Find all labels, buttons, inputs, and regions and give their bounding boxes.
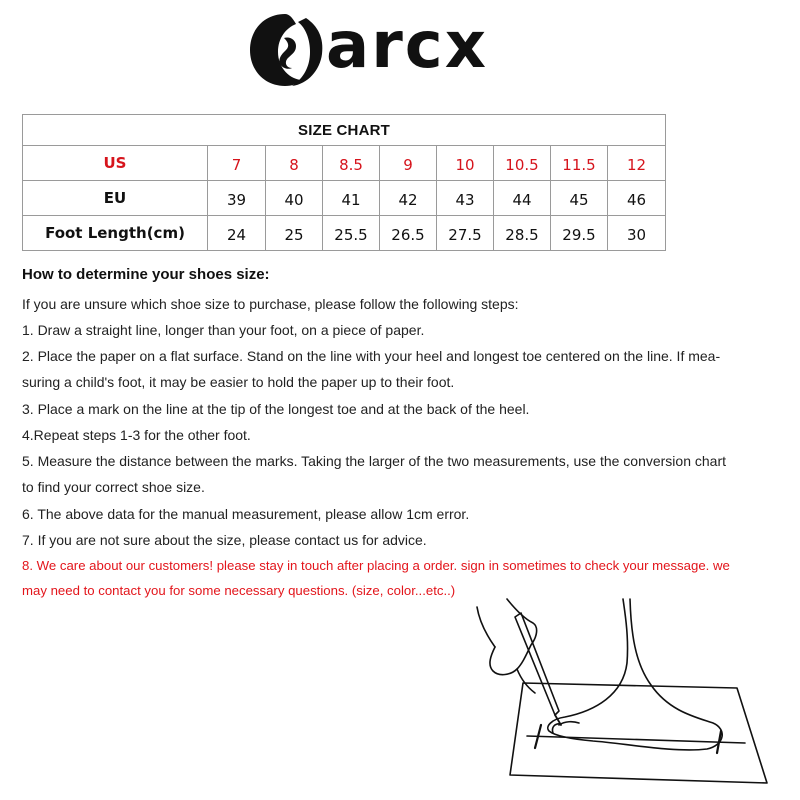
size-chart-table [22, 114, 666, 251]
instruction-step: 7. If you are not sure about the size, please contact us for advice. [22, 532, 427, 548]
size-cell: 12 [608, 146, 666, 181]
size-cell: 10 [437, 146, 494, 181]
row-label: US [23, 146, 208, 181]
size-row-us [23, 146, 666, 181]
size-cell: 28.5 [494, 216, 551, 251]
size-cell: 25 [266, 216, 323, 251]
size-cell: 42 [380, 181, 437, 216]
instruction-step-continued: suring a child's foot, it may be easier to hold the paper up to their foot. [22, 374, 455, 390]
customer-notice: 8. We care about our customers! please stay in touch after placing a order. sign in sometimes to check your message. we [22, 558, 730, 573]
foot-measurement-illustration [455, 593, 775, 793]
instruction-step: 4.Repeat steps 1-3 for the other foot. [22, 427, 251, 443]
size-cell: 39 [208, 181, 266, 216]
size-cell: 27.5 [437, 216, 494, 251]
instruction-step: 2. Place the paper on a flat surface. Stand on the line with your heel and longest toe centered on the line. If mea- [22, 348, 721, 364]
size-cell: 40 [266, 181, 323, 216]
size-cell: 7 [208, 146, 266, 181]
instruction-step: 3. Place a mark on the line at the tip of the longest toe and at the back of the heel. [22, 401, 530, 417]
size-cell: 29.5 [551, 216, 608, 251]
arcx-emblem-icon [248, 8, 324, 90]
size-cell: 46 [608, 181, 666, 216]
size-row-eu [23, 181, 666, 216]
size-cell: 26.5 [380, 216, 437, 251]
size-row-foot-length [23, 216, 666, 251]
size-cell: 9 [380, 146, 437, 181]
instruction-intro: If you are unsure which shoe size to purchase, please follow the following steps: [22, 296, 519, 312]
row-label: Foot Length(cm) [23, 216, 208, 251]
brand-logo [248, 8, 538, 90]
instruction-step-continued: to find your correct shoe size. [22, 479, 205, 495]
measure-line [527, 736, 745, 743]
size-cell: 24 [208, 216, 266, 251]
instructions-heading: How to determine your shoes size: [22, 266, 270, 283]
size-cell: 25.5 [323, 216, 380, 251]
size-cell: 11.5 [551, 146, 608, 181]
size-cell: 41 [323, 181, 380, 216]
size-cell: 45 [551, 181, 608, 216]
instruction-step: 6. The above data for the manual measurement, please allow 1cm error. [22, 506, 470, 522]
foot-outline [548, 599, 722, 750]
size-cell: 30 [608, 216, 666, 251]
size-cell: 44 [494, 181, 551, 216]
size-cell: 10.5 [494, 146, 551, 181]
instruction-step: 5. Measure the distance between the marks. Taking the larger of the two measurements, use the conversion chart [22, 453, 727, 469]
size-cell: 8.5 [323, 146, 380, 181]
row-label: EU [23, 181, 208, 216]
customer-notice-continued: may need to contact you for some necessary questions. (size, color...etc..) [22, 583, 456, 598]
size-chart-title: SIZE CHART [23, 115, 666, 146]
size-cell: 43 [437, 181, 494, 216]
size-cell: 8 [266, 146, 323, 181]
instruction-step: 1. Draw a straight line, longer than your foot, on a piece of paper. [22, 322, 425, 338]
brand-wordmark: arcx [326, 9, 488, 83]
